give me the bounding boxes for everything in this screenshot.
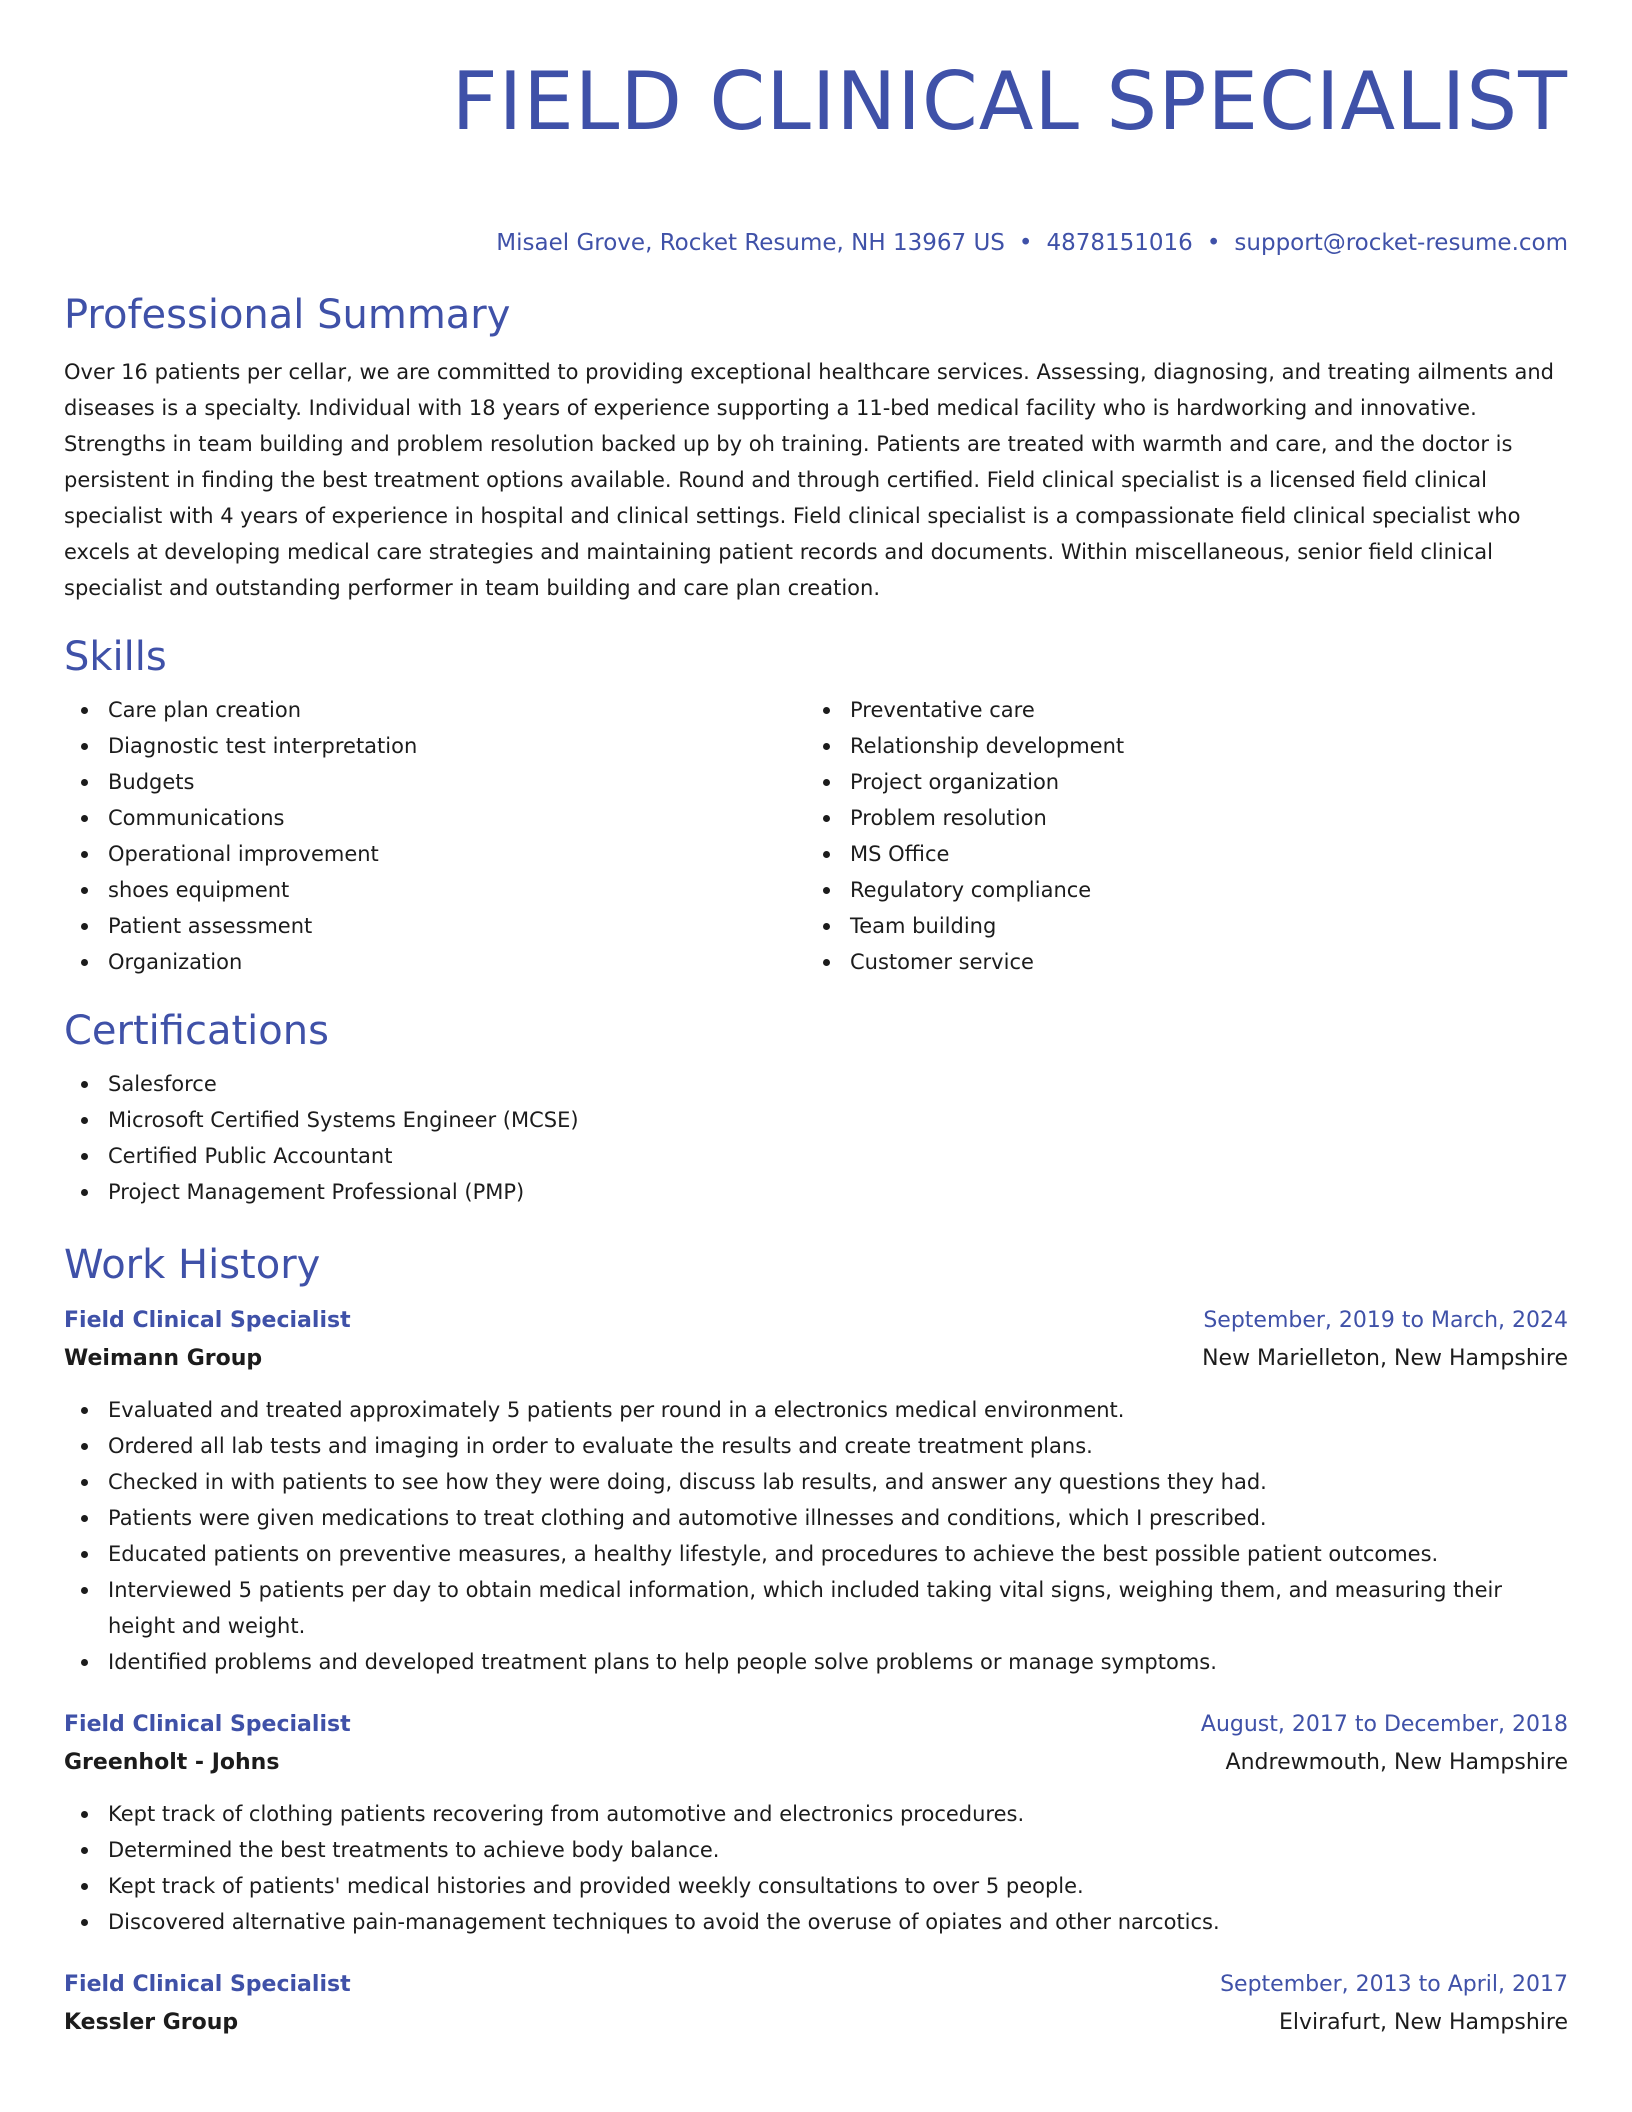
job-duty: Determined the best treatments to achieve body balance. [64,1832,1568,1868]
job-entry [64,1966,1568,2042]
resume-title: FIELD CLINICAL SPECIALIST [451,55,1568,148]
summary-text: Over 16 patients per cellar, we are committed to providing exceptional healthcare services. Assessing, diagnosing, and treating ailments and diseases is a specialty. Individual with 18 years of experience supporting a 11-bed medical facility who is hardworking and innovative. Strengths in team building and problem resolution backed up by oh training. Patients are treated with warmth and care, and the doctor is persistent in finding the best treatment options available. Round and through certified. Field clinical specialist is a licensed field clinical specialist with 4 years of experience in hospital and clinical settings. Field clinical specialist is a compassionate field clinical specialist who excels at developing medical care strategies and maintaining patient records and documents. Within miscellaneous, senior field clinical specialist and outstanding performer in team building and care plan creation. [64,360,1554,600]
job-duty: Patients were given medications to treat clothing and automotive illnesses and conditions, which I prescribed. [64,1500,1568,1536]
job-company: Greenholt - Johns [64,1750,280,1775]
skill-item: Communications [64,800,806,836]
job-duty: Evaluated and treated approximately 5 patients per round in a electronics medical environment. [64,1392,1568,1428]
certifications-list [64,1066,1568,1210]
job-subheader [64,1340,1568,1378]
job-location: New Marielleton, New Hampshire [1202,1346,1568,1371]
certification-item: Project Management Professional (PMP) [64,1174,1568,1210]
contact-address: Misael Grove, Rocket Resume, NH 13967 US [496,230,1005,256]
job-company: Weimann Group [64,1346,263,1371]
skill-item: Organization [64,944,806,980]
skill-item: Diagnostic test interpretation [64,728,806,764]
skill-item: Regulatory compliance [806,872,1548,908]
summary-heading: Professional Summary [64,292,511,338]
job-header [64,1302,1568,1340]
skills-column-left [64,692,806,980]
job-location: Andrewmouth, New Hampshire [1225,1750,1568,1775]
job-duty: Kept track of clothing patients recovering from automotive and electronics procedures. [64,1796,1568,1832]
skill-item: Team building [806,908,1548,944]
job-location: Elvirafurt, New Hampshire [1278,2010,1568,2035]
skill-item: Problem resolution [806,800,1548,836]
job-title: Field Clinical Specialist [64,1972,351,1997]
job-duty: Educated patients on preventive measures, a healthy lifestyle, and procedures to achieve the best possible patient outcomes. [64,1536,1568,1572]
contact-email[interactable]: support@rocket-resume.com [1234,230,1568,256]
skill-item: Preventative care [806,692,1548,728]
job-company: Kessler Group [64,2010,239,2035]
job-entry [64,1302,1568,1680]
skill-item: MS Office [806,836,1548,872]
contact-line [64,228,1568,258]
job-dates: September, 2013 to April, 2017 [1220,1972,1568,1997]
job-subheader [64,1744,1568,1782]
skill-item: Relationship development [806,728,1548,764]
certification-item: Microsoft Certified Systems Engineer (MCSE) [64,1102,1568,1138]
skills-column-right [806,692,1548,980]
certifications-heading: Certifications [64,1008,329,1054]
job-subheader [64,2004,1568,2042]
job-dates: August, 2017 to December, 2018 [1200,1712,1568,1737]
contact-phone: 4878151016 [1046,230,1193,256]
job-duty: Discovered alternative pain-management techniques to avoid the overuse of opiates and other narcotics. [64,1904,1568,1940]
skill-item: Patient assessment [64,908,806,944]
job-header [64,1966,1568,2004]
job-title: Field Clinical Specialist [64,1308,351,1333]
skill-item: shoes equipment [64,872,806,908]
contact-separator: • [1018,230,1033,256]
skill-item: Operational improvement [64,836,806,872]
certification-item: Salesforce [64,1066,1568,1102]
skill-item: Project organization [806,764,1548,800]
job-duty: Identified problems and developed treatment plans to help people solve problems or manage symptoms. [64,1644,1568,1680]
skill-item: Customer service [806,944,1548,980]
skills-heading: Skills [64,634,167,680]
job-duty: Checked in with patients to see how they were doing, discuss lab results, and answer any questions they had. [64,1464,1568,1500]
skill-item: Budgets [64,764,806,800]
certification-item: Certified Public Accountant [64,1138,1568,1174]
job-duties [64,1392,1568,1680]
job-duty: Interviewed 5 patients per day to obtain medical information, which included taking vital signs, weighing them, and measuring their height and weight. [64,1572,1568,1644]
skill-item: Care plan creation [64,692,806,728]
job-header [64,1706,1568,1744]
job-duty: Kept track of patients' medical histories and provided weekly consultations to over 5 people. [64,1868,1568,1904]
job-duties [64,1796,1568,1940]
job-duty: Ordered all lab tests and imaging in order to evaluate the results and create treatment plans. [64,1428,1568,1464]
contact-separator: • [1206,230,1221,256]
job-title: Field Clinical Specialist [64,1712,351,1737]
job-dates: September, 2019 to March, 2024 [1203,1308,1568,1333]
skills-list [64,692,1568,980]
job-entry [64,1706,1568,1940]
work-history-heading: Work History [64,1242,321,1288]
resume-page [64,0,1568,2042]
